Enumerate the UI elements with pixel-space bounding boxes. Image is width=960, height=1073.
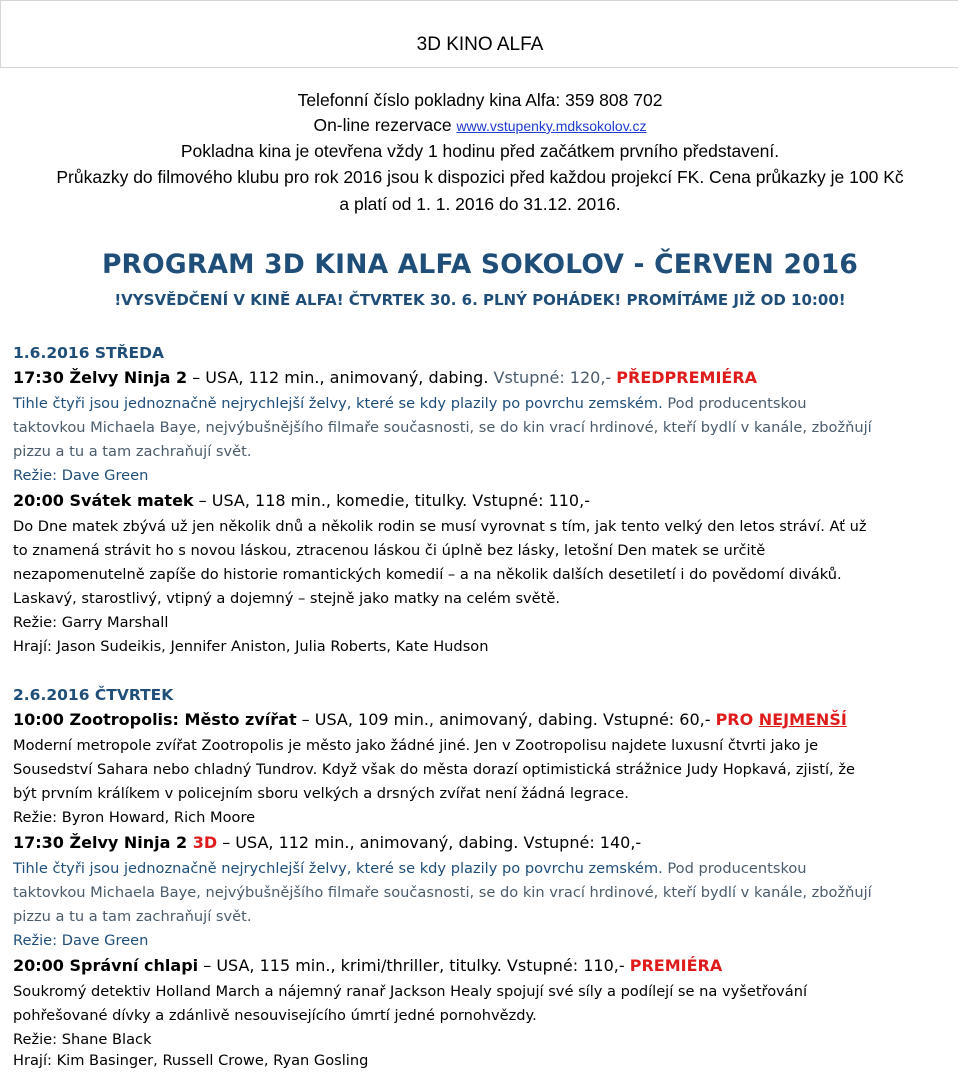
movie-title: 17:30 Želvy Ninja 2	[13, 833, 193, 852]
movie-description	[13, 392, 957, 416]
movie-director: Režie: Dave Green	[13, 467, 149, 484]
description-part: Pod producentskou	[662, 860, 807, 877]
movie-line	[13, 954, 957, 978]
description-part: Tihle čtyři jsou jednoznačně nejrychlejší želvy, které se kdy plazily po povrchu zemském.	[13, 395, 663, 412]
status-badge: NEJMENŠÍ	[758, 710, 847, 729]
movie-title: 20:00 Správní chlapi	[13, 956, 199, 975]
status-badge: PREMIÉRA	[629, 956, 723, 975]
reservation-link[interactable]: www.vstupenky.mdksokolov.cz	[456, 118, 647, 134]
movie-description: Do Dne matek zbývá už jen několik dnů a několik rodin se musí vyrovnat s tím, jak tento velký den letos stráví. Ať už	[13, 518, 867, 535]
status-badge: PŘEDPREMIÉRA	[616, 368, 758, 387]
movie-description: Sousedství Sahara nebo chladný Tundrov. Když však do města dorazí optimistická strážnice Judy Hopkavá, zjistí, že	[13, 761, 855, 778]
movie-info: – USA, 112 min., animovaný, dabing.	[187, 368, 489, 387]
movie-price: Vstupné: 110,-	[501, 956, 630, 975]
movie-title: 20:00 Svátek matek	[13, 491, 194, 510]
movie-description	[13, 857, 957, 881]
program-subtitle: !VYSVĚDČENÍ V KINĚ ALFA! ČTVRTEK 30. 6. PLNÝ POHÁDEK! PROMÍTÁME JIŽ OD 10:00!	[114, 291, 846, 309]
movie-director: Režie: Dave Green	[13, 932, 149, 949]
movie-title: 17:30 Želvy Ninja 2	[13, 368, 188, 387]
status-badge: PRO	[715, 710, 759, 729]
passes-line-1: Průkazky do filmového klubu pro rok 2016 jsou k dispozici před každou projekcí FK. Cena průkazky je 100 Kč	[56, 167, 904, 187]
movie-director: Režie: Byron Howard, Rich Moore	[13, 809, 256, 826]
movie-description: pizzu a tu a tam zachraňují svět.	[13, 908, 252, 925]
movie-description: taktovkou Michaela Baye, nejvýbušnějšího filmaře současnosti, se do kin vrací hrdinové, kteří bydlí v kanále, zbožňují	[13, 884, 872, 901]
online-label: On-line rezervace	[313, 115, 457, 135]
movie-description: to znamená strávit ho s novou láskou, ztracenou láskou či úplně bez lásky, letošní Den matek se určitě	[13, 542, 766, 559]
movie-line	[13, 831, 957, 855]
movie-line	[13, 489, 957, 513]
passes-line-2: a platí od 1. 1. 2016 do 31.12. 2016.	[339, 194, 621, 214]
movie-title: 10:00 Zootropolis: Město zvířat	[13, 710, 297, 729]
format-tag: 3D	[192, 833, 218, 852]
movie-price: Vstupné: 110,-	[467, 491, 590, 510]
movie-price: Vstupné: 60,-	[597, 710, 716, 729]
online-reservation-line	[0, 113, 960, 138]
movie-cast: Hrají: Kim Basinger, Russell Crowe, Ryan Gosling	[13, 1052, 369, 1069]
description-part: Tihle čtyři jsou jednoznačně nejrychlejší želvy, které se kdy plazily po povrchu zemském.	[13, 860, 663, 877]
movie-info: – USA, 109 min., animovaný, dabing.	[296, 710, 598, 729]
movie-description: být prvním králíkem v policejním sboru velkých a drsných zvířat není žádná legrace.	[13, 785, 629, 802]
movie-info: – USA, 112 min., animovaný, dabing.	[217, 833, 519, 852]
movie-description: pizzu a tu a tam zachraňují svět.	[13, 443, 252, 460]
movie-director: Režie: Shane Black	[13, 1031, 152, 1048]
movie-description: pohřešované dívky a zdánlivě nesouvisejícího úmrtí jedné pornohvězdy.	[13, 1007, 537, 1024]
movie-cast: Hrají: Jason Sudeikis, Jennifer Aniston, Julia Roberts, Kate Hudson	[13, 638, 489, 655]
cinema-title: 3D KINO ALFA	[416, 34, 544, 55]
movie-price: Vstupné: 120,-	[488, 368, 617, 387]
movie-director: Režie: Garry Marshall	[13, 614, 169, 631]
movie-info: – USA, 118 min., komedie, titulky.	[193, 491, 468, 510]
movie-description: Soukromý detektiv Holland March a nájemný ranař Jackson Healy spojují své síly a podílejí se na vyšetřování	[13, 983, 808, 1000]
day-heading: 1.6.2016 STŘEDA	[13, 344, 165, 362]
program-title: PROGRAM 3D KINA ALFA SOKOLOV - ČERVEN 2016	[101, 249, 859, 280]
description-part: Pod producentskou	[662, 395, 807, 412]
movie-description: taktovkou Michaela Baye, nejvýbušnějšího filmaře současnosti, se do kin vrací hrdinové, kteří bydlí v kanále, zbožňují	[13, 419, 872, 436]
movie-line	[13, 708, 957, 732]
day-heading: 2.6.2016 ČTVRTEK	[13, 686, 174, 704]
movie-description: Laskavý, starostlivý, vtipný a dojemný – stejně jako matky na celém světě.	[13, 590, 561, 607]
movie-info: – USA, 115 min., krimi/thriller, titulky.	[198, 956, 502, 975]
movie-description: nezapomenutelně zapíše do historie romantických komedií – a na několik dalších desetiletí i do povědomí diváků.	[13, 566, 842, 583]
box-office-line: Pokladna kina je otevřena vždy 1 hodinu před začátkem prvního představení.	[180, 141, 780, 161]
movie-line	[13, 366, 957, 390]
movie-price: Vstupné: 140,-	[518, 833, 642, 852]
movie-description: Moderní metropole zvířat Zootropolis je město jako žádné jiné. Jen v Zootropolisu najdete luxusní čtvrti jako je	[13, 737, 819, 754]
phone-line: Telefonní číslo pokladny kina Alfa: 359 808 702	[297, 90, 663, 110]
